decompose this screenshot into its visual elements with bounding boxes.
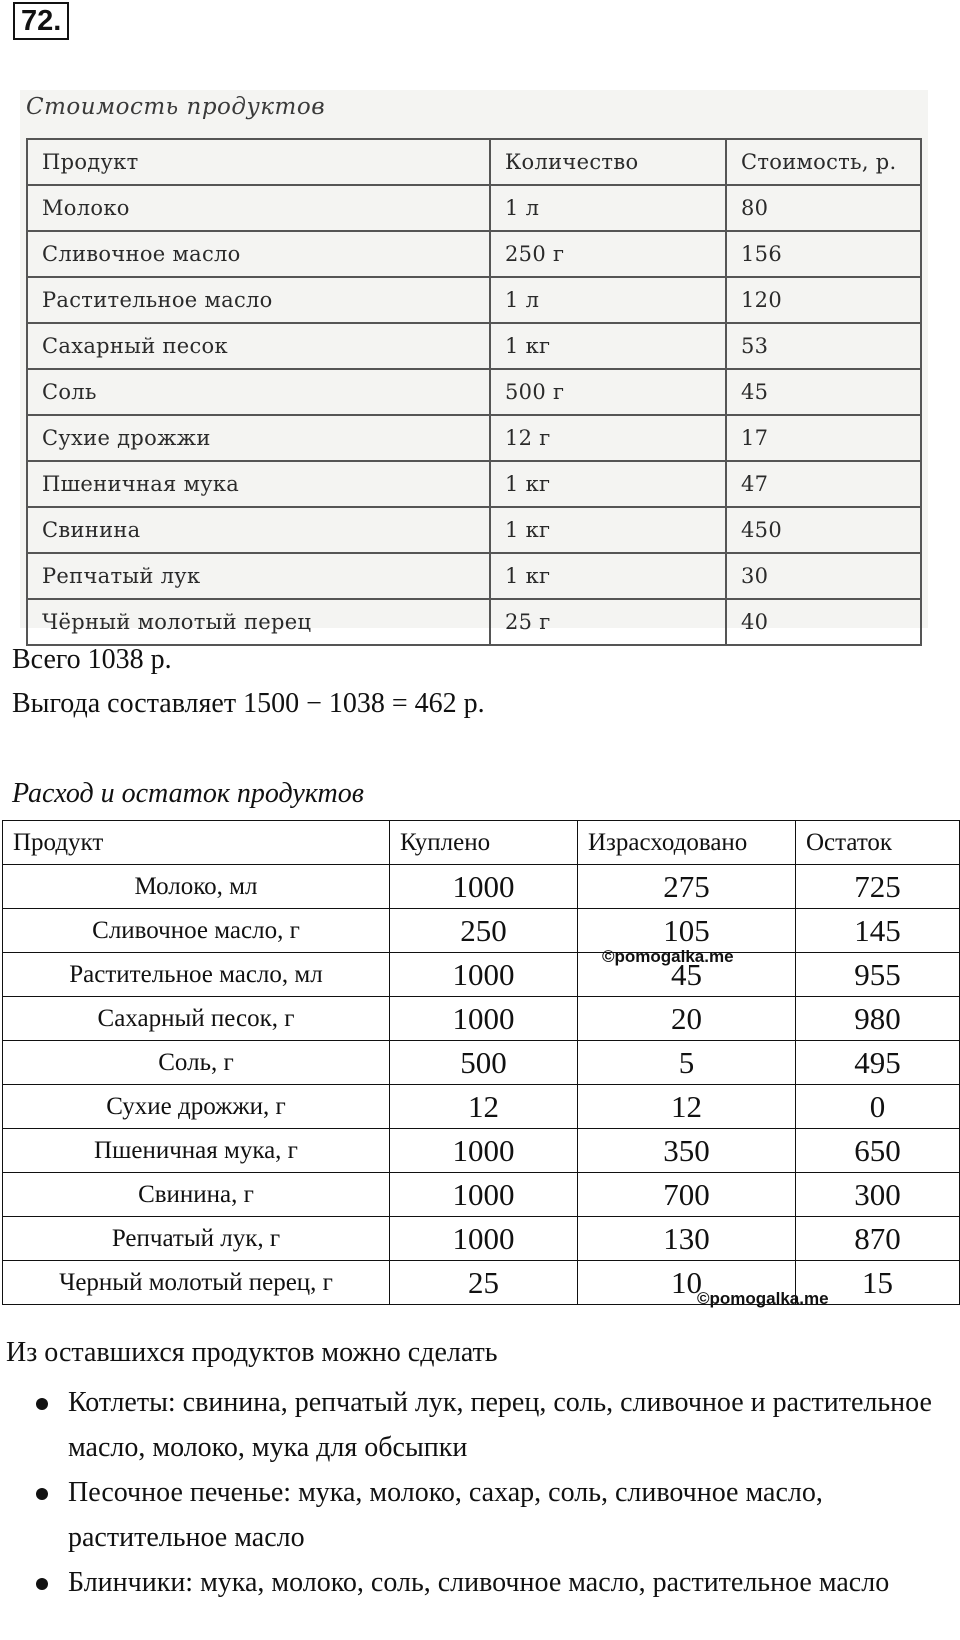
table-cell: Растительное масло — [27, 277, 490, 323]
table-cell: 300 — [796, 1173, 960, 1217]
table-cell: 30 — [726, 553, 921, 599]
table-cell: 40 — [726, 599, 921, 645]
cost-table — [26, 138, 922, 646]
table-cell: Сливочное масло — [27, 231, 490, 277]
table-cell: Молоко — [27, 185, 490, 231]
table-cell: 1000 — [390, 997, 578, 1041]
table-cell: 145 — [796, 909, 960, 953]
table-cell: 955 — [796, 953, 960, 997]
table-cell: Соль, г — [3, 1041, 390, 1085]
table-row — [27, 507, 921, 553]
table-cell: 1000 — [390, 953, 578, 997]
table-cell: Черный молотый перец, г — [3, 1261, 390, 1305]
table-cell: Сухие дрожжи, г — [3, 1085, 390, 1129]
table-cell: Репчатый лук, г — [3, 1217, 390, 1261]
table-cell: 15 — [796, 1261, 960, 1305]
bullet-icon — [36, 1578, 48, 1590]
watermark: ©pomogalka.me — [697, 1289, 829, 1308]
table-cell: 870 — [796, 1217, 960, 1261]
table-row — [3, 1173, 960, 1217]
table-cell: 25 — [390, 1261, 578, 1305]
table1-caption: Стоимость продуктов — [26, 94, 326, 120]
table-header-cell: Израсходовано — [578, 821, 796, 865]
outro-text: Из оставшихся продуктов можно сделать — [6, 1337, 498, 1368]
table-cell: Репчатый лук — [27, 553, 490, 599]
table-cell: 130 — [578, 1217, 796, 1261]
table-header-cell: Продукт — [3, 821, 390, 865]
table-cell: 10 — [578, 1261, 796, 1305]
table-cell: 120 — [726, 277, 921, 323]
table-cell: Сухие дрожжи — [27, 415, 490, 461]
table-cell: 450 — [726, 507, 921, 553]
table-cell: 1000 — [390, 1217, 578, 1261]
table-row — [27, 553, 921, 599]
table-row — [27, 185, 921, 231]
table-cell: 250 — [390, 909, 578, 953]
table-row — [27, 415, 921, 461]
table-cell: 1000 — [390, 1173, 578, 1217]
table-cell: 500 — [390, 1041, 578, 1085]
benefit-text: Выгода составляет 1500 − 1038 = 462 р. — [12, 688, 485, 719]
table-cell: 80 — [726, 185, 921, 231]
table-cell: 350 — [578, 1129, 796, 1173]
table-cell: 1000 — [390, 865, 578, 909]
table-row — [27, 599, 921, 645]
table-cell: 105 — [578, 909, 796, 953]
table-cell: Растительное масло, мл — [3, 953, 390, 997]
table-row — [3, 865, 960, 909]
table-cell: Свинина, г — [3, 1173, 390, 1217]
table-cell: 25 г — [490, 599, 726, 645]
table-cell: 1000 — [390, 1129, 578, 1173]
table-cell: 725 — [796, 865, 960, 909]
table-row — [3, 1085, 960, 1129]
table-cell: 1 л — [490, 185, 726, 231]
table2-caption: Расход и остаток продуктов — [12, 778, 364, 809]
table-row — [27, 323, 921, 369]
table-cell: 1 кг — [490, 507, 726, 553]
bullet-icon — [36, 1488, 48, 1500]
table-cell: Соль — [27, 369, 490, 415]
list-item-text: Блинчики: мука, молоко, соль, сливочное масло, растительное масло — [68, 1567, 890, 1598]
table-cell: Сливочное масло, г — [3, 909, 390, 953]
table-cell: 1 кг — [490, 323, 726, 369]
table-cell: 1 л — [490, 277, 726, 323]
list-item-text: Песочное печенье: мука, молоко, сахар, соль, сливочное масло, растительное масло — [68, 1477, 823, 1553]
table-cell: Продукт — [27, 139, 490, 185]
table-cell: 1 кг — [490, 553, 726, 599]
table-cell: 12 — [390, 1085, 578, 1129]
table-cell: 250 г — [490, 231, 726, 277]
table-header-cell: Остаток — [796, 821, 960, 865]
table-header-row — [3, 821, 960, 865]
table-cell: 275 — [578, 865, 796, 909]
table-cell: Сахарный песок — [27, 323, 490, 369]
dish-list — [0, 1380, 955, 1605]
table-cell: 12 — [578, 1085, 796, 1129]
total-text: Всего 1038 р. — [12, 644, 172, 675]
table-cell: Стоимость, р. — [726, 139, 921, 185]
table-row — [3, 1041, 960, 1085]
table-row — [3, 953, 960, 997]
table-row — [27, 369, 921, 415]
table-cell: Молоко, мл — [3, 865, 390, 909]
table-row — [3, 909, 960, 953]
table-cell: Пшеничная мука, г — [3, 1129, 390, 1173]
list-item — [0, 1470, 955, 1560]
table-header-row — [27, 139, 921, 185]
table-cell: 495 — [796, 1041, 960, 1085]
table-row — [3, 1129, 960, 1173]
table-row — [3, 1217, 960, 1261]
table-cell: 12 г — [490, 415, 726, 461]
table-row — [27, 461, 921, 507]
table-cell: 45 — [578, 953, 796, 997]
table-cell: 17 — [726, 415, 921, 461]
table-row — [3, 997, 960, 1041]
table-cell: 700 — [578, 1173, 796, 1217]
list-item — [0, 1380, 955, 1470]
table-cell: 980 — [796, 997, 960, 1041]
table-row — [27, 231, 921, 277]
table-cell: 5 — [578, 1041, 796, 1085]
table-row — [27, 277, 921, 323]
bullet-icon — [36, 1398, 48, 1410]
watermark: ©pomogalka.me — [602, 947, 734, 966]
table-cell: 53 — [726, 323, 921, 369]
table-cell: 500 г — [490, 369, 726, 415]
table-cell: 650 — [796, 1129, 960, 1173]
table-cell: 0 — [796, 1085, 960, 1129]
usage-table — [2, 820, 960, 1305]
table-cell: Чёрный молотый перец — [27, 599, 490, 645]
table-cell: Пшеничная мука — [27, 461, 490, 507]
list-item-text: Котлеты: свинина, репчатый лук, перец, соль, сливочное и растительное масло, молоко, мука для обсыпки — [68, 1387, 932, 1463]
table-cell: 47 — [726, 461, 921, 507]
table-cell: Сахарный песок, г — [3, 997, 390, 1041]
list-item — [0, 1560, 955, 1605]
table-cell: 45 — [726, 369, 921, 415]
task-number: 72. — [13, 2, 69, 40]
table-cell: 1 кг — [490, 461, 726, 507]
table-cell: Количество — [490, 139, 726, 185]
table-header-cell: Куплено — [390, 821, 578, 865]
table-cell: Свинина — [27, 507, 490, 553]
table-cell: 156 — [726, 231, 921, 277]
table-cell: 20 — [578, 997, 796, 1041]
